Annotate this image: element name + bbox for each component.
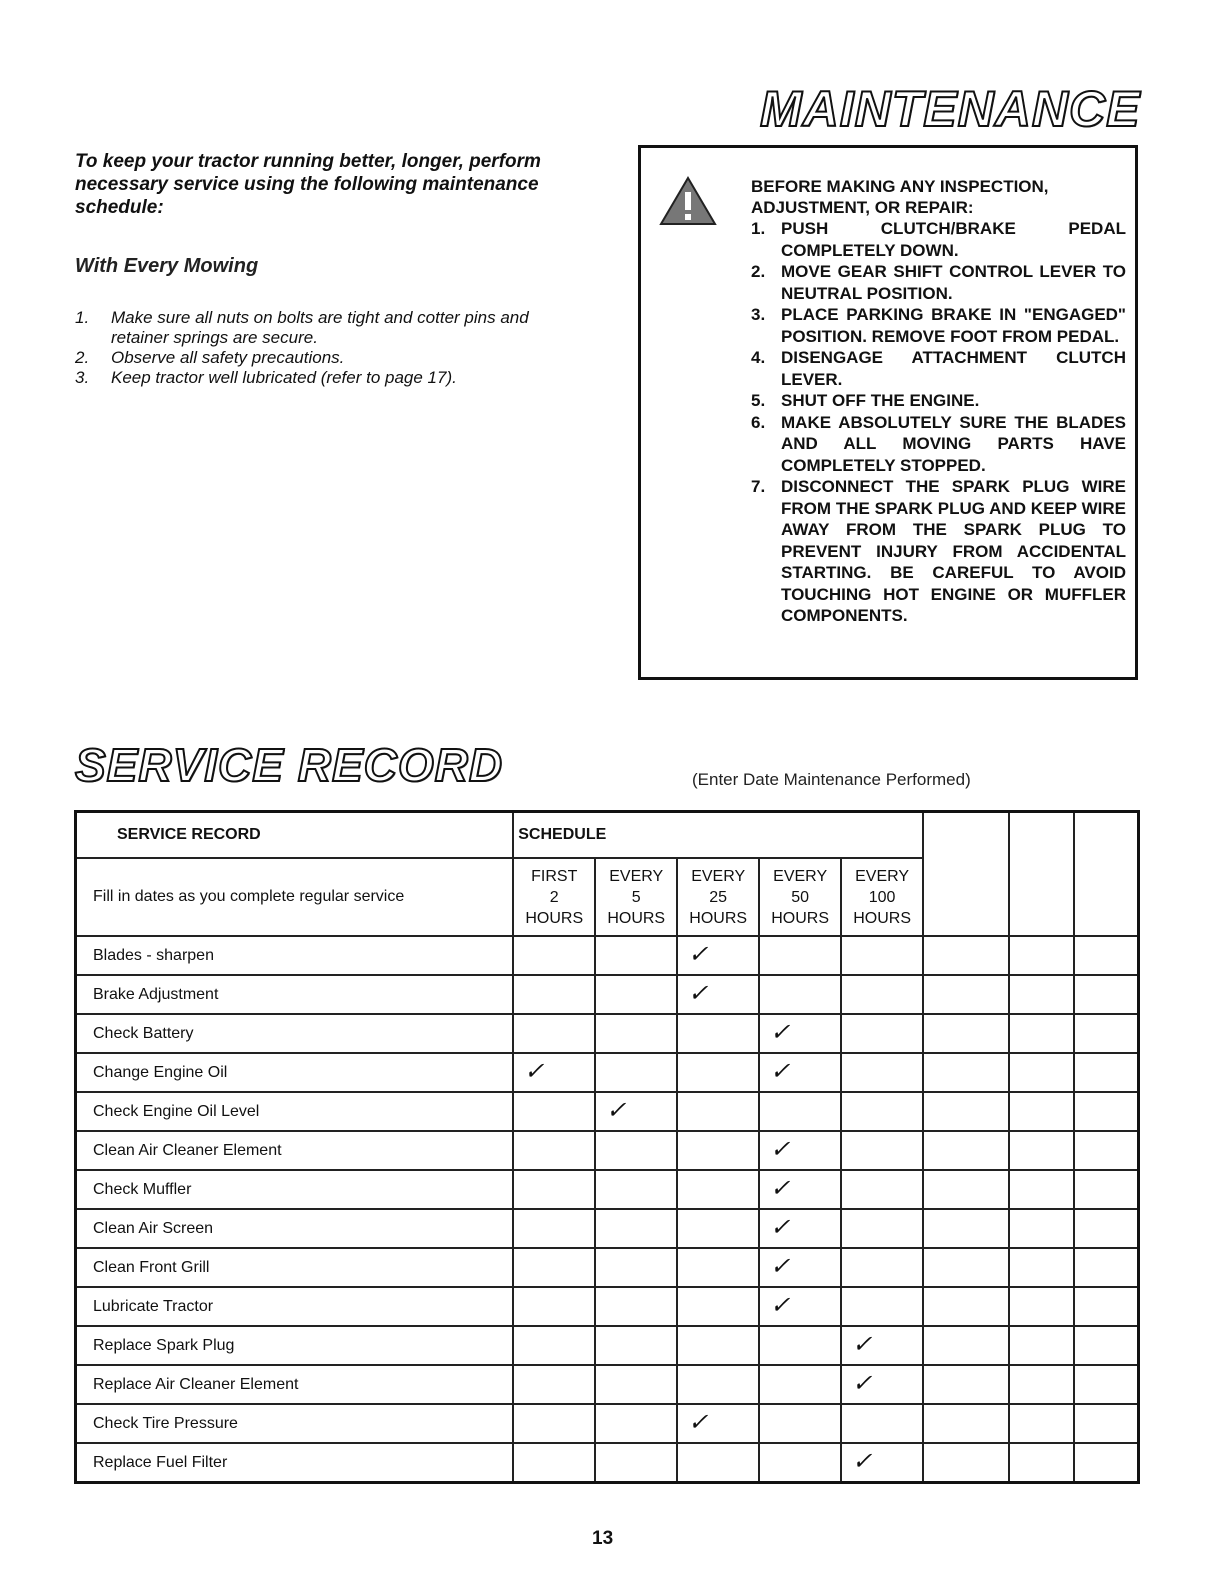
date-entry-cell[interactable] (923, 1014, 1009, 1053)
table-header-row (76, 812, 1139, 859)
schedule-cell (595, 1209, 677, 1248)
date-entry-cell[interactable] (1009, 1170, 1073, 1209)
list-item (75, 308, 575, 348)
warning-triangle-icon (659, 176, 717, 226)
service-record-note: (Enter Date Maintenance Performed) (692, 770, 971, 789)
service-task: Clean Front Grill (76, 1248, 514, 1287)
schedule-cell (513, 1170, 595, 1209)
schedule-cell (513, 1092, 595, 1131)
schedule-cell (759, 1287, 841, 1326)
table-row (76, 1326, 1139, 1365)
warning-heading: BEFORE MAKING ANY INSPECTION, ADJUSTMENT, OR REPAIR: (751, 177, 1049, 217)
safety-warning-box (638, 145, 1138, 680)
item-number: 6. (751, 412, 766, 432)
schedule-cell (841, 1287, 923, 1326)
date-entry-cell[interactable] (923, 1365, 1009, 1404)
service-task: Lubricate Tractor (76, 1287, 514, 1326)
table-row (76, 1170, 1139, 1209)
item-text: Keep tractor well lubricated (refer to page 17). (111, 368, 457, 387)
list-item (751, 347, 1126, 390)
service-task: Check Muffler (76, 1170, 514, 1209)
date-entry-cell[interactable] (1009, 1053, 1073, 1092)
schedule-cell (759, 1170, 841, 1209)
table-row (76, 936, 1139, 975)
item-text: MOVE GEAR SHIFT CONTROL LEVER TO NEUTRAL POSITION. (781, 262, 1126, 303)
list-item (75, 368, 575, 388)
date-entry-cell[interactable] (1074, 1326, 1139, 1365)
item-text: PLACE PARKING BRAKE IN "ENGAGED" POSITION. REMOVE FOOT FROM PEDAL. (781, 305, 1126, 346)
date-entry-cell[interactable] (1074, 1248, 1139, 1287)
check-mark-icon: ✓ (850, 1330, 878, 1358)
table-row (76, 1092, 1139, 1131)
schedule-column-header: EVERY 50 HOURS (759, 858, 841, 936)
item-text: MAKE ABSOLUTELY SURE THE BLADES AND ALL MOVING PARTS HAVE COMPLETELY STOPPED. (781, 412, 1126, 475)
date-entry-cell[interactable] (1009, 1131, 1073, 1170)
date-entry-cell[interactable] (923, 1248, 1009, 1287)
date-entry-cell[interactable] (1009, 1365, 1073, 1404)
schedule-cell (759, 1248, 841, 1287)
date-entry-cell[interactable] (1074, 1443, 1139, 1483)
schedule-column-header: FIRST 2 HOURS (513, 858, 595, 936)
schedule-cell (595, 1326, 677, 1365)
schedule-cell (513, 1326, 595, 1365)
schedule-cell (841, 1092, 923, 1131)
date-entry-cell[interactable] (1009, 975, 1073, 1014)
schedule-cell (677, 975, 759, 1014)
schedule-cell (513, 1248, 595, 1287)
schedule-cell (841, 1365, 923, 1404)
page-number: 13 (592, 1528, 614, 1549)
item-number: 1. (751, 219, 766, 238)
schedule-cell (841, 1443, 923, 1483)
schedule-cell (759, 1365, 841, 1404)
schedule-cell (759, 975, 841, 1014)
schedule-column-header: EVERY 25 HOURS (677, 858, 759, 936)
check-mark-icon: ✓ (686, 1408, 714, 1436)
table-row (76, 1053, 1139, 1092)
schedule-cell (759, 1014, 841, 1053)
service-task: Clean Air Screen (76, 1209, 514, 1248)
list-item (751, 412, 1126, 477)
service-task: Replace Fuel Filter (76, 1443, 514, 1483)
schedule-cell (677, 1365, 759, 1404)
schedule-cell (677, 1404, 759, 1443)
list-item (751, 261, 1126, 304)
service-task: Clean Air Cleaner Element (76, 1131, 514, 1170)
schedule-cell (841, 1131, 923, 1170)
schedule-cell (759, 1053, 841, 1092)
check-mark-icon: ✓ (686, 979, 714, 1007)
date-entry-cell[interactable] (923, 936, 1009, 975)
date-entry-cell[interactable] (1074, 1209, 1139, 1248)
service-record-table (74, 810, 1140, 1484)
schedule-cell (841, 1248, 923, 1287)
schedule-cell (841, 1209, 923, 1248)
item-number: 4. (751, 348, 766, 367)
date-entry-cell[interactable] (1009, 1326, 1073, 1365)
list-item (751, 476, 1126, 627)
item-text: SHUT OFF THE ENGINE. (781, 391, 980, 410)
date-entry-cell[interactable] (1074, 1287, 1139, 1326)
schedule-cell (513, 1014, 595, 1053)
table-row (76, 1248, 1139, 1287)
date-entry-cell[interactable] (1074, 1014, 1139, 1053)
service-task: Check Engine Oil Level (76, 1092, 514, 1131)
check-mark-icon: ✓ (604, 1096, 632, 1124)
service-task: Replace Spark Plug (76, 1326, 514, 1365)
warning-steps (751, 218, 1126, 627)
schedule-cell (677, 1170, 759, 1209)
date-entry-cell[interactable] (923, 1092, 1009, 1131)
item-text: DISENGAGE ATTACHMENT CLUTCH LEVER. (781, 348, 1126, 389)
item-text: Observe all safety precautions. (111, 348, 345, 367)
schedule-cell (513, 1287, 595, 1326)
item-number: 3. (75, 368, 90, 387)
table-row (76, 1443, 1139, 1483)
schedule-cell (841, 1404, 923, 1443)
service-task: Brake Adjustment (76, 975, 514, 1014)
item-number: 2. (751, 262, 766, 281)
item-number: 5. (751, 391, 766, 410)
table-row (76, 1287, 1139, 1326)
schedule-cell (595, 1365, 677, 1404)
schedule-cell (513, 975, 595, 1014)
schedule-cell (759, 936, 841, 975)
date-entry-cell[interactable] (923, 1053, 1009, 1092)
schedule-header: SCHEDULE (513, 812, 923, 859)
list-item (751, 390, 1126, 412)
schedule-cell (595, 1014, 677, 1053)
date-entry-cell[interactable] (1074, 1404, 1139, 1443)
table-row (76, 975, 1139, 1014)
schedule-cell (513, 936, 595, 975)
fill-in-instruction: Fill in dates as you complete regular service (76, 858, 514, 936)
mowing-list (75, 308, 575, 388)
schedule-cell (677, 936, 759, 975)
schedule-cell (595, 1092, 677, 1131)
every-mowing-heading: With Every Mowing (75, 255, 259, 277)
schedule-cell (677, 1287, 759, 1326)
schedule-cell (841, 1053, 923, 1092)
date-entry-cell[interactable] (1074, 1053, 1139, 1092)
date-entry-cell[interactable] (1074, 975, 1139, 1014)
check-mark-icon: ✓ (522, 1057, 550, 1085)
intro-paragraph: To keep your tractor running better, longer, perform necessary service using the following maintenance schedule: (75, 151, 541, 218)
schedule-cell (513, 1131, 595, 1170)
schedule-cell (513, 1404, 595, 1443)
item-number: 2. (75, 348, 90, 367)
schedule-cell (513, 1443, 595, 1483)
item-number: 7. (751, 477, 766, 496)
schedule-cell (513, 1209, 595, 1248)
list-item (751, 304, 1126, 347)
schedule-cell (677, 1443, 759, 1483)
schedule-column-header: EVERY 5 HOURS (595, 858, 677, 936)
schedule-cell (759, 1131, 841, 1170)
item-number: 3. (751, 305, 766, 324)
table-row (76, 1404, 1139, 1443)
date-entry-cell[interactable] (923, 1170, 1009, 1209)
service-task: Replace Air Cleaner Element (76, 1365, 514, 1404)
date-column-header (1009, 812, 1073, 937)
schedule-cell (595, 1404, 677, 1443)
check-mark-icon: ✓ (768, 1135, 796, 1163)
table-row (76, 1014, 1139, 1053)
schedule-cell (595, 1248, 677, 1287)
date-entry-cell[interactable] (1009, 1092, 1073, 1131)
date-entry-cell[interactable] (1009, 1287, 1073, 1326)
date-entry-cell[interactable] (923, 1404, 1009, 1443)
date-entry-cell[interactable] (923, 1287, 1009, 1326)
check-mark-icon: ✓ (768, 1252, 796, 1280)
schedule-cell (677, 1131, 759, 1170)
check-mark-icon: ✓ (768, 1018, 796, 1046)
schedule-cell (677, 1053, 759, 1092)
date-entry-cell[interactable] (1009, 1209, 1073, 1248)
schedule-cell (595, 1443, 677, 1483)
schedule-cell (677, 1092, 759, 1131)
item-text: Make sure all nuts on bolts are tight and cotter pins and retainer springs are secure. (111, 308, 529, 347)
date-entry-cell[interactable] (1074, 1131, 1139, 1170)
date-entry-cell[interactable] (1074, 1092, 1139, 1131)
date-entry-cell[interactable] (1009, 936, 1073, 975)
service-task: Check Tire Pressure (76, 1404, 514, 1443)
schedule-cell (595, 1053, 677, 1092)
schedule-column-header: EVERY 100 HOURS (841, 858, 923, 936)
date-entry-cell[interactable] (1009, 1443, 1073, 1483)
date-entry-cell[interactable] (923, 1209, 1009, 1248)
check-mark-icon: ✓ (850, 1369, 878, 1397)
page-title: MAINTENANCE (760, 81, 1141, 137)
service-task: Blades - sharpen (76, 936, 514, 975)
date-entry-cell[interactable] (923, 1443, 1009, 1483)
schedule-cell (759, 1443, 841, 1483)
schedule-cell (841, 936, 923, 975)
schedule-cell (841, 1014, 923, 1053)
date-entry-cell[interactable] (923, 975, 1009, 1014)
table-row (76, 1209, 1139, 1248)
schedule-cell (677, 1248, 759, 1287)
list-item (751, 218, 1126, 261)
schedule-cell (841, 1326, 923, 1365)
schedule-cell (759, 1326, 841, 1365)
schedule-cell (595, 1170, 677, 1209)
schedule-cell (677, 1209, 759, 1248)
schedule-cell (513, 1053, 595, 1092)
date-entry-cell[interactable] (1074, 1365, 1139, 1404)
check-mark-icon: ✓ (768, 1174, 796, 1202)
service-task: Change Engine Oil (76, 1053, 514, 1092)
date-entry-cell[interactable] (1074, 1170, 1139, 1209)
schedule-cell (677, 1014, 759, 1053)
service-record-title: SERVICE RECORD (75, 739, 504, 791)
schedule-cell (759, 1092, 841, 1131)
schedule-cell (677, 1326, 759, 1365)
table-row (76, 1365, 1139, 1404)
check-mark-icon: ✓ (686, 940, 714, 968)
item-text: PUSH CLUTCH/BRAKE PEDAL COMPLETELY DOWN. (781, 219, 1126, 260)
schedule-cell (595, 1131, 677, 1170)
schedule-cell (513, 1365, 595, 1404)
check-mark-icon: ✓ (768, 1213, 796, 1241)
item-text: DISCONNECT THE SPARK PLUG WIRE FROM THE SPARK PLUG AND KEEP WIRE AWAY FROM THE SPARK PLUG TO PREVENT INJURY FROM ACCIDENTAL STARTING. BE CAREFUL TO AVOID TOUCHING HOT ENGINE OR MUFFLER COMPONENTS. (781, 477, 1126, 625)
check-mark-icon: ✓ (768, 1057, 796, 1085)
schedule-cell (759, 1404, 841, 1443)
service-record-header: SERVICE RECORD (76, 812, 514, 859)
item-number: 1. (75, 308, 90, 327)
service-task: Check Battery (76, 1014, 514, 1053)
schedule-cell (841, 1170, 923, 1209)
date-entry-cell[interactable] (923, 1131, 1009, 1170)
date-column-header (923, 812, 1009, 937)
check-mark-icon: ✓ (850, 1447, 878, 1475)
date-entry-cell[interactable] (1009, 1404, 1073, 1443)
check-mark-icon: ✓ (768, 1291, 796, 1319)
date-entry-cell[interactable] (923, 1326, 1009, 1365)
schedule-cell (759, 1209, 841, 1248)
list-item (75, 348, 575, 368)
schedule-cell (595, 1287, 677, 1326)
date-entry-cell[interactable] (1009, 1014, 1073, 1053)
date-entry-cell[interactable] (1009, 1248, 1073, 1287)
service-rows (76, 936, 1139, 1483)
schedule-cell (595, 936, 677, 975)
table-row (76, 1131, 1139, 1170)
date-column-header (1074, 812, 1139, 937)
schedule-cell (841, 975, 923, 1014)
date-entry-cell[interactable] (1074, 936, 1139, 975)
schedule-cell (595, 975, 677, 1014)
